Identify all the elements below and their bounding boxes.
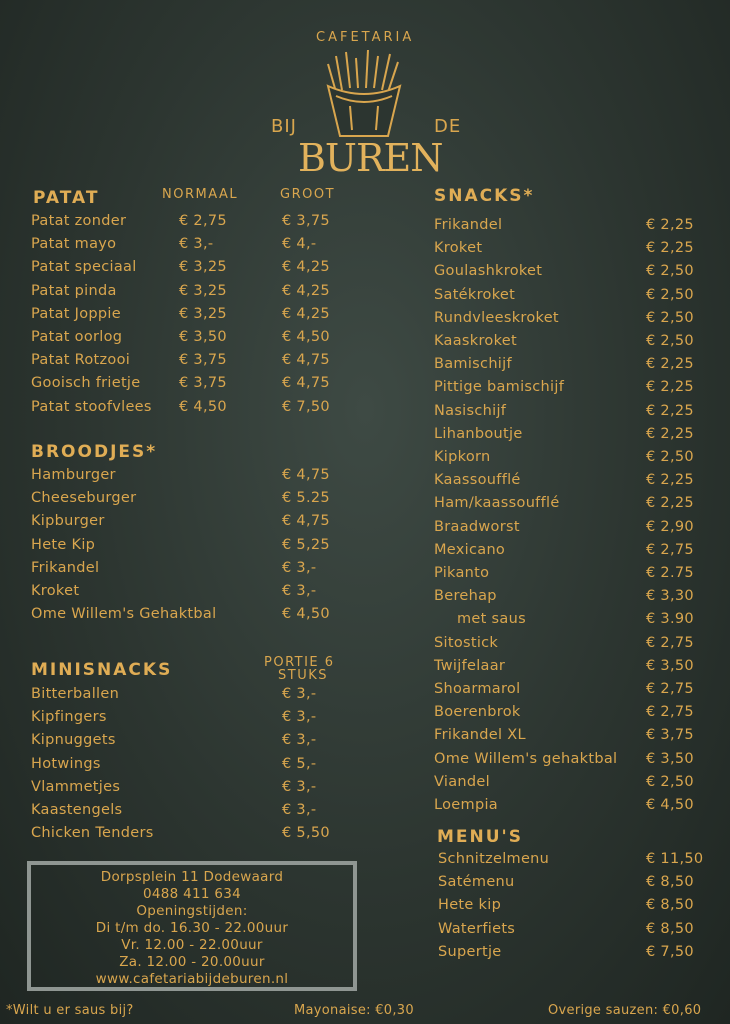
menus-item-price: € 8,50 xyxy=(646,874,694,891)
broodjes-item-name: Cheeseburger xyxy=(31,490,137,507)
menus-item-name: Schnitzelmenu xyxy=(438,851,550,867)
footer-saus: *Wilt u er saus bij? xyxy=(6,1003,134,1018)
fries-icon xyxy=(322,50,406,140)
snacks-item-name: Rundvleeskroket xyxy=(434,309,559,326)
logo-de-text: DE xyxy=(434,116,462,137)
patat-col-normaal: NORMAAL xyxy=(162,187,239,202)
snacks-item-price: € 2,25 xyxy=(646,217,694,233)
snacks-item-price: € 2,90 xyxy=(646,518,694,535)
minisnacks-portie: PORTIE 6 xyxy=(264,655,335,670)
broodjes-item-price: € 4,75 xyxy=(282,467,330,483)
broodjes-heading: BROODJES* xyxy=(31,442,158,462)
broodjes-item-name: Kipburger xyxy=(31,513,105,530)
patat-item-price-groot: € 4,75 xyxy=(282,352,330,369)
snacks-item-name: Lihanboutje xyxy=(434,425,523,442)
patat-heading: PATAT xyxy=(33,188,100,208)
info-address: Dorpsplein 11 Dodewaard xyxy=(100,869,284,885)
snacks-item-name: Frikandel xyxy=(434,217,503,233)
snacks-item-name: Ome Willem's gehaktbal xyxy=(434,750,618,767)
logo-buren-text: BUREN xyxy=(298,136,443,180)
patat-item-name: Patat Joppie xyxy=(31,305,121,322)
snacks-item-price: € 2,25 xyxy=(646,425,694,442)
patat-item-price-groot: € 4,25 xyxy=(282,305,330,322)
snacks-item-price: € 2,50 xyxy=(646,449,694,465)
patat-item-price-groot: € 4,75 xyxy=(282,375,330,392)
snacks-item-price: € 3.90 xyxy=(646,611,694,628)
patat-item-price-groot: € 7,50 xyxy=(282,398,330,415)
snacks-item-name: Frikandel XL xyxy=(434,727,526,744)
minisnacks-item-name: Kaastengels xyxy=(31,802,123,818)
patat-col-groot: GROOT xyxy=(280,187,336,202)
snacks-item-price: € 3,50 xyxy=(646,750,694,767)
info-website: www.cafetariabijdeburen.nl xyxy=(95,971,289,987)
snacks-item-price: € 2,75 xyxy=(646,634,694,651)
snacks-heading: SNACKS* xyxy=(434,186,535,206)
snacks-item-name: Satékroket xyxy=(434,286,516,303)
minisnacks-item-name: Vlammetjes xyxy=(31,778,121,795)
snacks-item-name: met saus xyxy=(457,611,526,628)
menus-item-price: € 7,50 xyxy=(646,943,694,960)
minisnacks-item-price: € 3,- xyxy=(282,686,317,702)
menus-item-name: Satémenu xyxy=(438,874,515,891)
minisnacks-item-name: Hotwings xyxy=(31,755,101,772)
minisnacks-item-price: € 3,- xyxy=(282,778,317,795)
snacks-item-price: € 2,50 xyxy=(646,333,694,349)
patat-item-price-normaal: € 3,75 xyxy=(179,375,227,392)
snacks-item-price: € 2,75 xyxy=(646,541,694,558)
patat-item-name: Patat speciaal xyxy=(31,259,137,276)
snacks-item-name: Shoarmarol xyxy=(434,681,521,697)
minisnacks-item-name: Kipfingers xyxy=(31,709,107,726)
menus-item-name: Waterfiets xyxy=(438,920,516,937)
logo-cafetaria-text: CAFETARIA xyxy=(316,30,415,45)
snacks-item-name: Twijfelaar xyxy=(434,657,506,674)
snacks-item-price: € 2,25 xyxy=(646,240,694,257)
patat-item-price-normaal: € 3,50 xyxy=(179,329,227,345)
menus-item-price: € 8,50 xyxy=(646,897,694,914)
minisnacks-item-price: € 3,- xyxy=(282,732,317,749)
footer-overige: Overige sauzen: €0,60 xyxy=(548,1003,702,1018)
snacks-item-name: Braadworst xyxy=(434,518,520,535)
patat-item-name: Patat zonder xyxy=(31,213,127,229)
broodjes-item-price: € 5,25 xyxy=(282,536,330,553)
patat-item-price-groot: € 4,25 xyxy=(282,282,330,299)
broodjes-item-price: € 3,- xyxy=(282,559,317,576)
snacks-item-price: € 2,50 xyxy=(646,263,694,280)
patat-item-price-normaal: € 2,75 xyxy=(179,213,227,229)
snacks-item-price: € 4,50 xyxy=(646,797,694,813)
snacks-item-name: Goulashkroket xyxy=(434,263,543,280)
snacks-item-name: Pikanto xyxy=(434,565,490,581)
snacks-item-price: € 2,25 xyxy=(646,472,694,489)
menus-heading: MENU'S xyxy=(437,827,524,847)
patat-item-name: Patat mayo xyxy=(31,236,117,253)
snacks-item-name: Ham/kaassoufflé xyxy=(434,495,560,512)
snacks-item-price: € 3,50 xyxy=(646,657,694,674)
snacks-item-name: Kipkorn xyxy=(434,449,491,465)
broodjes-item-price: € 4,50 xyxy=(282,606,330,623)
snacks-item-price: € 3,30 xyxy=(646,588,694,605)
patat-item-price-groot: € 4,50 xyxy=(282,329,330,345)
snacks-item-price: € 2.75 xyxy=(646,565,694,581)
snacks-item-name: Boerenbrok xyxy=(434,704,521,721)
snacks-item-price: € 2,25 xyxy=(646,379,694,396)
patat-item-price-groot: € 4,- xyxy=(282,236,317,253)
menus-item-name: Supertje xyxy=(438,943,502,960)
snacks-item-price: € 2,25 xyxy=(646,402,694,419)
minisnacks-item-name: Chicken Tenders xyxy=(31,825,154,842)
snacks-item-name: Kaaskroket xyxy=(434,333,517,349)
minisnacks-item-price: € 3,- xyxy=(282,802,317,818)
broodjes-item-name: Frikandel xyxy=(31,559,100,576)
menus-item-price: € 8,50 xyxy=(646,920,694,937)
minisnacks-item-price: € 3,- xyxy=(282,709,317,726)
snacks-item-price: € 2,25 xyxy=(646,356,694,373)
broodjes-item-price: € 5.25 xyxy=(282,490,330,507)
footer-mayonaise: Mayonaise: €0,30 xyxy=(294,1003,414,1018)
snacks-item-name: Berehap xyxy=(434,588,497,605)
minisnacks-item-price: € 5,50 xyxy=(282,825,330,842)
broodjes-item-name: Hamburger xyxy=(31,467,116,483)
snacks-item-price: € 2,25 xyxy=(646,495,694,512)
snacks-item-price: € 2,50 xyxy=(646,286,694,303)
patat-item-price-normaal: € 4,50 xyxy=(179,398,227,415)
snacks-item-name: Mexicano xyxy=(434,541,506,558)
snacks-item-name: Viandel xyxy=(434,773,490,790)
patat-item-name: Gooisch frietje xyxy=(31,375,141,392)
broodjes-item-price: € 3,- xyxy=(282,583,317,599)
patat-item-name: Patat Rotzooi xyxy=(31,352,131,369)
minisnacks-item-price: € 5,- xyxy=(282,755,317,772)
broodjes-item-name: Hete Kip xyxy=(31,536,96,553)
broodjes-item-price: € 4,75 xyxy=(282,513,330,530)
info-hours-saturday: Za. 12.00 - 20.00uur xyxy=(119,954,265,970)
snacks-item-name: Loempia xyxy=(434,797,498,813)
patat-item-price-normaal: € 3,- xyxy=(179,236,214,253)
snacks-item-name: Nasischijf xyxy=(434,402,507,419)
patat-item-price-normaal: € 3,25 xyxy=(179,282,227,299)
snacks-item-price: € 2,75 xyxy=(646,704,694,721)
logo-bij-text: BIJ xyxy=(271,116,297,137)
patat-item-price-groot: € 3,75 xyxy=(282,213,330,229)
snacks-item-price: € 2,50 xyxy=(646,773,694,790)
snacks-item-price: € 2,50 xyxy=(646,309,694,326)
patat-item-price-normaal: € 3,25 xyxy=(179,259,227,276)
snacks-item-name: Sitostick xyxy=(434,634,499,651)
snacks-item-name: Kaassoufflé xyxy=(434,472,521,489)
patat-item-price-normaal: € 3,25 xyxy=(179,305,227,322)
info-phone: 0488 411 634 xyxy=(142,886,242,902)
patat-item-name: Patat oorlog xyxy=(31,329,123,345)
minisnacks-heading: MINISNACKS xyxy=(31,660,173,680)
info-box xyxy=(27,861,357,991)
patat-item-price-normaal: € 3,75 xyxy=(179,352,227,369)
minisnacks-item-name: Kipnuggets xyxy=(31,732,116,749)
minisnacks-item-name: Bitterballen xyxy=(31,686,120,702)
snacks-item-price: € 2,75 xyxy=(646,681,694,697)
minisnacks-stuks: STUKS xyxy=(278,668,328,683)
broodjes-item-name: Kroket xyxy=(31,583,80,599)
menus-item-name: Hete kip xyxy=(438,897,502,914)
patat-item-name: Patat pinda xyxy=(31,282,117,299)
snacks-item-price: € 3,75 xyxy=(646,727,694,744)
info-hours-label: Openingstijden: xyxy=(136,903,248,919)
info-hours-weekdays: Di t/m do. 16.30 - 22.00uur xyxy=(95,920,289,936)
patat-item-price-groot: € 4,25 xyxy=(282,259,330,276)
menus-item-price: € 11,50 xyxy=(646,851,704,867)
info-hours-friday: Vr. 12.00 - 22.00uur xyxy=(121,937,263,953)
snacks-item-name: Pittige bamischijf xyxy=(434,379,565,396)
broodjes-item-name: Ome Willem's Gehaktbal xyxy=(31,606,217,623)
snacks-item-name: Bamischijf xyxy=(434,356,512,373)
patat-item-name: Patat stoofvlees xyxy=(31,398,152,415)
snacks-item-name: Kroket xyxy=(434,240,483,257)
